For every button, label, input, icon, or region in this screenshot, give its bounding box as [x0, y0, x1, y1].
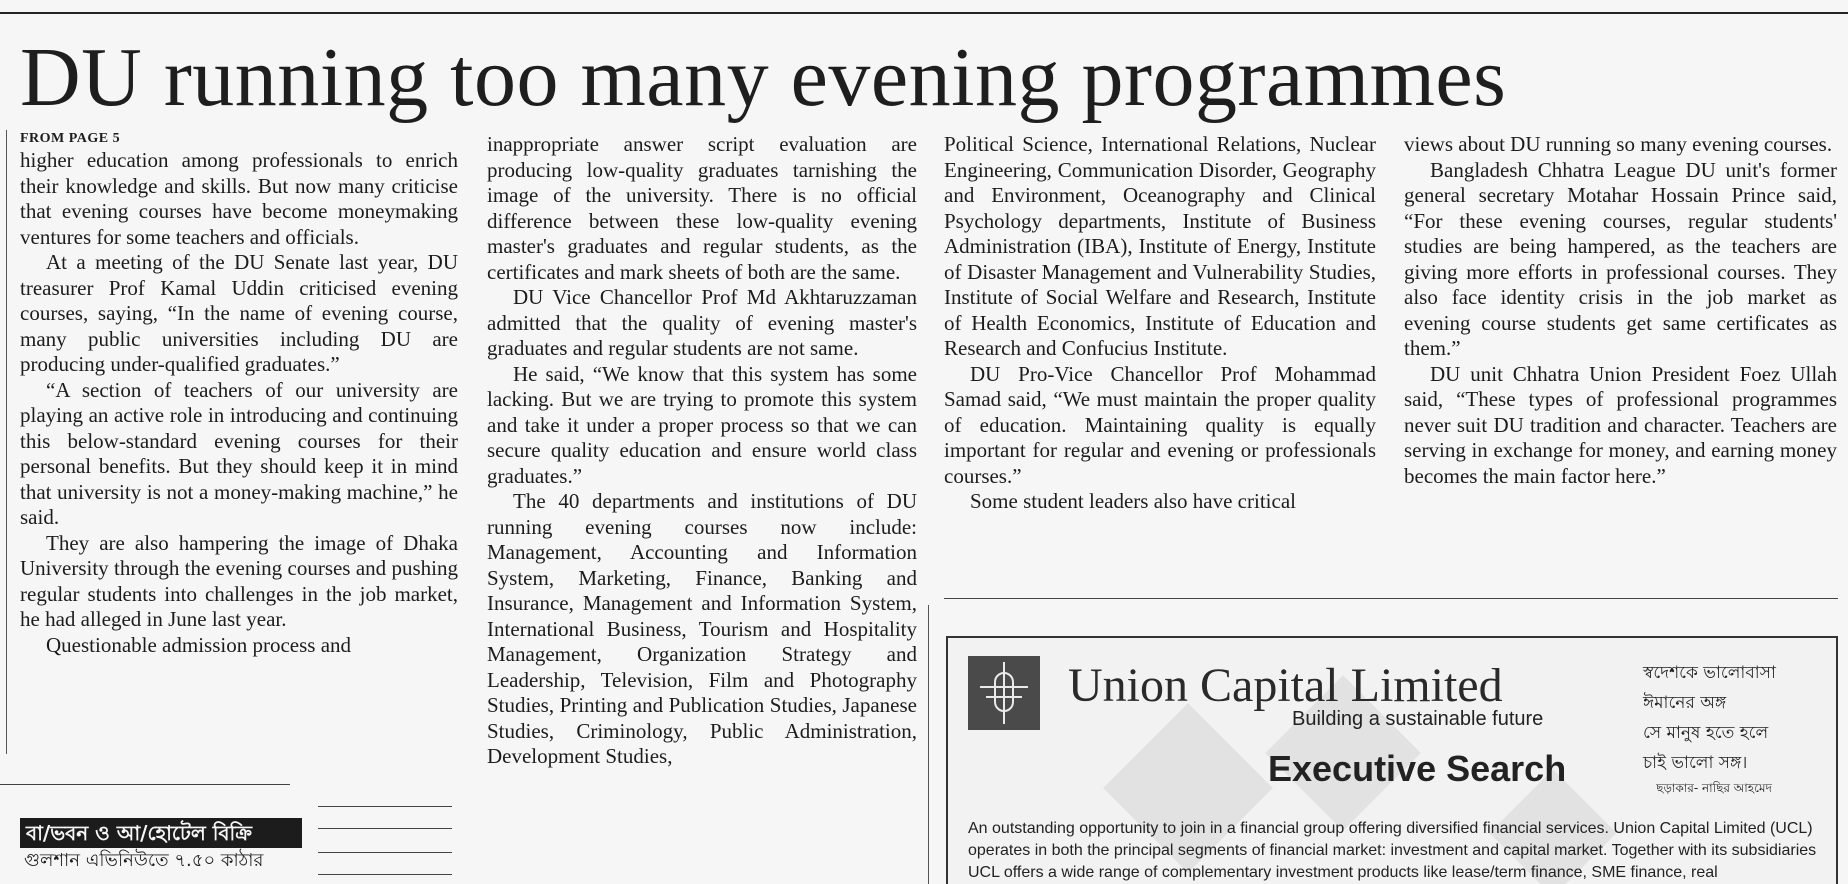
classified-ad — [20, 818, 302, 884]
top-rule — [0, 12, 1848, 14]
paragraph: The 40 departments and institutions of DU running evening courses now include: Management, Accounting and Information System, Marketing, Finance, Banking and Insurance, Management and Information System, International Business, Tourism and Hospitality Management, Organization Strategy and Leadership, Television, Film and Photography Studies, Printing and Publication Studies, Japanese Studies, Criminology, Public Administration, Development Studies, — [487, 489, 917, 768]
paragraph: views about DU running so many evening courses. — [1404, 132, 1833, 156]
paragraph: Political Science, International Relations, Nuclear Engineering, Communication Disorder, Geography and Environment, Oceanography and Clinical Psychology departments, Institute of Business Administration (IBA), Institute of Energy, Institute of Disaster Management and Vulnerability Studies, Institute of Social Welfare and Research, Institute of Health Economics, Institute of Education and Research and Confucius Institute. — [944, 132, 1376, 360]
paragraph: higher education among professionals to enrich their knowledge and skills. But now many criticise that evening courses have become moneymaking ventures for some teachers and officials. — [20, 148, 458, 249]
article-column-1 — [20, 130, 458, 658]
classified-heading: বা/ভবন ও আ/হোটেল বিক্রি — [20, 818, 302, 848]
leader-line — [318, 806, 452, 807]
paragraph: At a meeting of the DU Senate last year, DU treasurer Prof Kamal Uddin criticised evening courses, saying, “In the name of evening course, many public universities including DU are producing under-qualified graduates.” — [20, 250, 458, 376]
section-divider — [0, 784, 290, 785]
paragraph: He said, “We know that this system has some lacking. But we are trying to promote this system and take it under a proper process so that we can secure quality education and ensure world class graduates.” — [487, 361, 917, 488]
ad-heading: Executive Search — [1268, 748, 1567, 789]
advertisement — [946, 636, 1838, 884]
ad-body-text: An outstanding opportunity to join in a financial group offering diversified financial services. Union Capital Limited (UCL) operates in both the principal segments of financial market: investment and capital market. Together with its subsidiaries UCL offers a wide range of complementary investment products like lease/term finance, SME finance, real — [968, 820, 1817, 881]
poem-line: স্বদেশকে ভালোবাসা — [1643, 663, 1776, 683]
paragraph: “A section of teachers of our university are playing an active role in introducing and continuing this below-standard evening courses for their personal benefits. But they should keep it in mind that university is not a money-making machine,” he said. — [20, 377, 458, 529]
paragraph: DU unit Chhatra Union President Foez Ullah said, “These types of professional programmes never suit DU tradition and character. Teachers are serving in exchange for money, and earning money becomes the main factor here.” — [1404, 361, 1837, 488]
article-column-3 — [944, 132, 1376, 515]
ad-company-name: Union Capital Limited — [1068, 659, 1503, 712]
paragraph: DU Vice Chancellor Prof Md Akhtaruzzaman admitted that the quality of evening master's graduates and regular students are not same. — [487, 285, 917, 360]
headline: DU running too many evening programmes — [20, 31, 1507, 124]
classified-line: গুলশান এভিনিউতে ৭.৫০ কাঠার — [24, 850, 264, 871]
article-column-4 — [1404, 132, 1837, 489]
paragraph: Bangladesh Chhatra League DU unit's former general secretary Motahar Hossain Prince said, “For these evening courses, regular students' studies are being hampered, as the teachers are giving more efforts in professional courses. They also face identity crisis in the job market as evening course students get same certificates as them.” — [1404, 157, 1837, 360]
paragraph: inappropriate answer script evaluation are producing low-quality graduates tarnishing the image of the university. There is no official difference between these low-quality evening master's graduates and regular students, as the certificates and mark sheets of both are the same. — [487, 132, 917, 284]
poem-credit: ছড়াকার- নাছির আহমেদ — [1656, 781, 1772, 795]
paragraph: Questionable admission process and — [46, 632, 352, 657]
section-divider — [944, 598, 1838, 599]
leader-line — [318, 828, 452, 829]
ad-poem — [1643, 658, 1776, 798]
paragraph: They are also hampering the image of Dhaka University through the evening courses and pushing regular students into challenges in the job market, he had alleged in June last year. — [20, 530, 458, 631]
union-capital-logo-icon — [968, 656, 1040, 730]
from-page-label: FROM PAGE 5 — [20, 131, 121, 146]
ad-tagline: Building a sustainable future — [1292, 708, 1544, 730]
paragraph: Some student leaders also have critical — [970, 489, 1296, 513]
leader-line — [318, 874, 452, 875]
article-column-2 — [487, 132, 917, 770]
column-divider — [928, 605, 929, 884]
column-divider — [6, 130, 7, 754]
leader-line — [318, 852, 452, 853]
poem-line: ঈমানের অঙ্গ — [1643, 693, 1727, 713]
poem-line: সে মানুষ হতে হলে — [1643, 723, 1769, 743]
paragraph: DU Pro-Vice Chancellor Prof Mohammad Samad said, “We must maintain the proper quality of education. Maintaining quality is equally important for regular and evening or professionals courses.” — [944, 361, 1376, 488]
poem-line: চাই ভালো সঙ্গ। — [1643, 753, 1748, 773]
